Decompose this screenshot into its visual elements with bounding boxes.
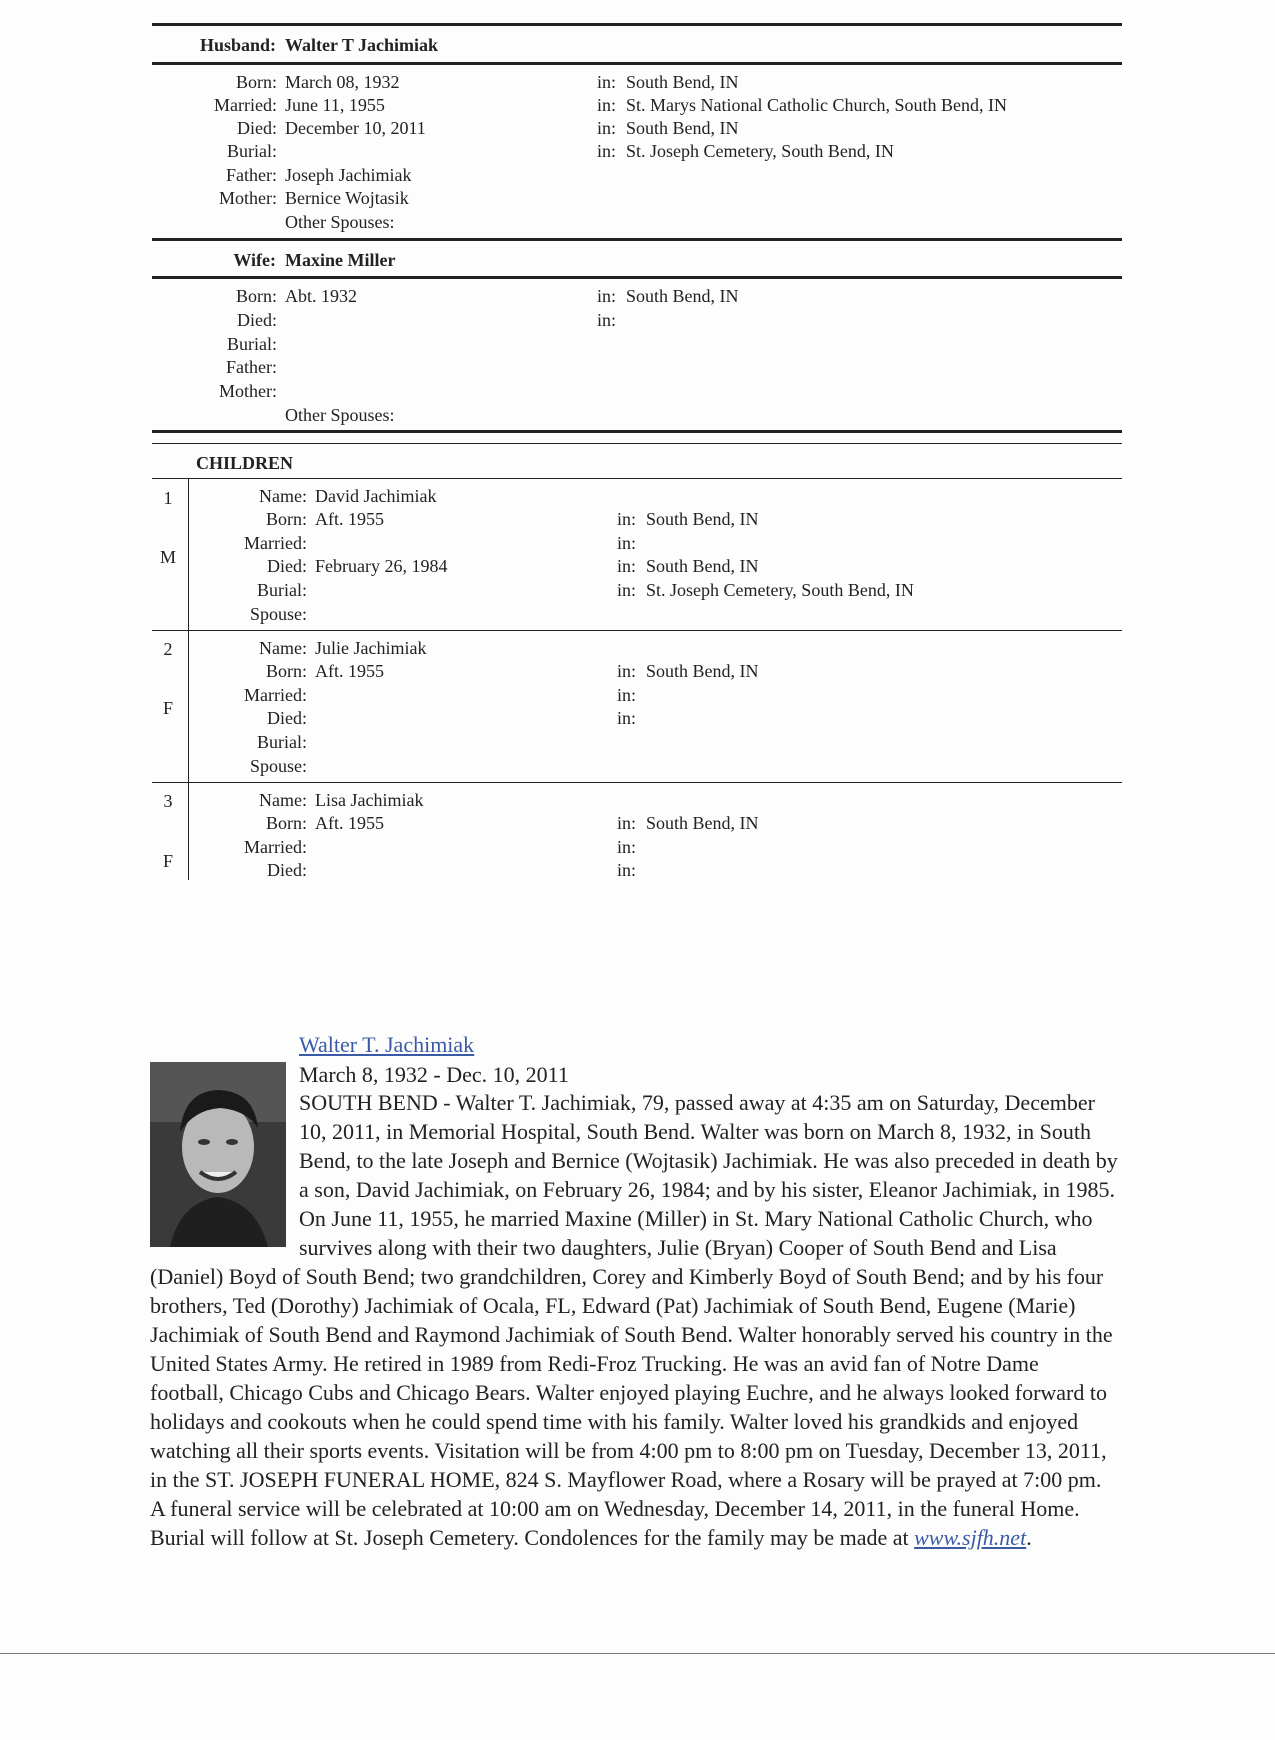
wife-born-label: Born:	[235, 286, 277, 306]
children-top-rule-2	[152, 443, 1122, 444]
husband-bottom-rule	[152, 62, 1122, 65]
obituary-end-punct: .	[1026, 1525, 1032, 1550]
wife-heading-label: Wife:	[233, 250, 276, 270]
husband-died-in: in:	[597, 118, 617, 138]
wife-other-spouses: Other Spouses:	[285, 405, 395, 425]
husband-born-label: Born:	[235, 72, 277, 92]
husband-father-label: Father:	[226, 165, 277, 185]
husband-died-place: South Bend, IN	[626, 118, 739, 138]
obituary-dates: March 8, 1932 - Dec. 10, 2011	[299, 1062, 569, 1087]
husband-died-value: December 10, 2011	[285, 118, 426, 138]
obituary-photo-spacer	[150, 1088, 299, 1258]
child-2-spouse-label: Spouse:	[249, 756, 307, 776]
husband-died-label: Died:	[237, 118, 277, 138]
obituary-title-link[interactable]: Walter T. Jachimiak	[299, 1032, 475, 1057]
husband-born-place: South Bend, IN	[626, 72, 739, 92]
child-1-born-value: Aft. 1955	[315, 509, 384, 529]
child-3-married-label: Married:	[244, 837, 307, 857]
child-1-spouse-label: Spouse:	[249, 604, 307, 624]
husband-father-value: Joseph Jachimiak	[285, 165, 412, 185]
child-1-born-in: in:	[617, 509, 637, 529]
child-1-bottom-rule	[152, 630, 1122, 631]
obituary-body-text: SOUTH BEND - Walter T. Jachimiak, 79, passed away at 4:35 am on Saturday, December 10, 2011, in Memorial Hospital, South Bend. Walter was born on March 8, 1932, in South Bend, to the late Joseph and Bernice (Wojtasik) Jachimiak. He was also preceded in death by a son, David Jachimiak, on February 26, 1984; and by his sister, Eleanor Jachimiak, in 1985. On June 11, 1955, he married Maxine (Miller) in St. Mary National Catholic Church, who survives along with their two daughters, Julie (Bryan) Cooper of South Bend and Lisa (Daniel) Boyd of South Bend; two grandchildren, Corey and Kimberly Boyd of South Bend; and by his four brothers, Ted (Dorothy) Jachimiak of Ocala, FL, Edward (Pat) Jachimiak of South Bend, Eugene (Marie) Jachimiak of South Bend and Raymond Jachimiak of South Bend. Walter honorably served his country in the United States Army. He retired in 1989 from Redi-Froz Trucking. He was an avid fan of Notre Dame football, Chicago Cubs and Chicago Bears. Walter enjoyed playing Euchre, and he always looked forward to holidays and cookouts when he could spend time with his family. Walter loved his grandkids and enjoyed watching all their sports events. Visitation will be from 4:00 pm to 8:00 pm on Tuesday, December 13, 2011, in the ST. JOSEPH FUNERAL HOME, 824 S. Mayflower Road, where a Rosary will be prayed at 7:00 pm. A funeral service will be celebrated at 10:00 am on Wednesday, December 14, 2011, in the funeral Home. Burial will follow at St. Joseph Cemetery. Condolences for the family may be made at	[150, 1090, 1118, 1550]
child-1-died-in: in:	[617, 556, 637, 576]
husband-name: Walter T Jachimiak	[285, 35, 439, 55]
child-2-name-label: Name:	[259, 638, 307, 658]
page-bottom-rule	[0, 1653, 1275, 1654]
husband-heading-label: Husband:	[199, 35, 276, 55]
child-2-born-value: Aft. 1955	[315, 661, 384, 681]
husband-married-place: St. Marys National Catholic Church, South Bend, IN	[626, 95, 1007, 115]
child-2-burial-label: Burial:	[257, 732, 307, 752]
child-1-married-label: Married:	[244, 533, 307, 553]
wife-top-rule	[152, 238, 1122, 241]
children-top-rule	[152, 430, 1122, 433]
child-1-burial-in: in:	[617, 580, 637, 600]
children-left-border	[188, 478, 189, 880]
child-3-name-label: Name:	[259, 790, 307, 810]
husband-married-in: in:	[597, 95, 617, 115]
child-1-name-label: Name:	[259, 486, 307, 506]
child-2-sex: F	[162, 698, 173, 718]
child-1-died-place: South Bend, IN	[646, 556, 759, 576]
children-heading: CHILDREN	[196, 453, 294, 473]
husband-born-value: March 08, 1932	[285, 72, 400, 92]
husband-other-spouses: Other Spouses:	[285, 212, 395, 232]
child-2-died-label: Died:	[267, 708, 307, 728]
child-3-number: 3	[163, 791, 173, 811]
child-2-married-in: in:	[617, 685, 637, 705]
child-3-born-place: South Bend, IN	[646, 813, 759, 833]
children-heading-rule	[152, 478, 1122, 479]
child-2-number: 2	[163, 639, 173, 659]
husband-mother-label: Mother:	[219, 188, 277, 208]
child-2-bottom-rule	[152, 782, 1122, 783]
child-2-married-label: Married:	[244, 685, 307, 705]
wife-born-value: Abt. 1932	[285, 286, 357, 306]
husband-married-label: Married:	[214, 95, 277, 115]
wife-mother-label: Mother:	[219, 381, 277, 401]
child-3-married-in: in:	[617, 837, 637, 857]
child-2-born-place: South Bend, IN	[646, 661, 759, 681]
child-1-born-place: South Bend, IN	[646, 509, 759, 529]
child-3-born-value: Aft. 1955	[315, 813, 384, 833]
husband-top-rule	[152, 23, 1122, 26]
husband-burial-label: Burial:	[227, 141, 277, 161]
wife-father-label: Father:	[226, 357, 277, 377]
child-3-born-label: Born:	[265, 813, 307, 833]
child-1-burial-label: Burial:	[257, 580, 307, 600]
child-3-died-label: Died:	[267, 860, 307, 880]
child-1-burial-place: St. Joseph Cemetery, South Bend, IN	[646, 580, 914, 600]
husband-married-value: June 11, 1955	[285, 95, 385, 115]
child-1-sex: M	[159, 547, 176, 567]
child-2-died-in: in:	[617, 708, 637, 728]
husband-born-in: in:	[597, 72, 617, 92]
child-1-number: 1	[163, 488, 173, 508]
wife-died-in: in:	[597, 310, 617, 330]
husband-burial-in: in:	[597, 141, 617, 161]
husband-burial-place: St. Joseph Cemetery, South Bend, IN	[626, 141, 894, 161]
child-3-name-value: Lisa Jachimiak	[315, 790, 424, 810]
child-3-born-in: in:	[617, 813, 637, 833]
child-2-name-value: Julie Jachimiak	[315, 638, 427, 658]
child-2-born-label: Born:	[265, 661, 307, 681]
obituary-body	[150, 1088, 1118, 1552]
wife-bottom-rule	[152, 276, 1122, 279]
wife-burial-label: Burial:	[227, 334, 277, 354]
wife-born-place: South Bend, IN	[626, 286, 739, 306]
child-1-died-label: Died:	[267, 556, 307, 576]
husband-mother-value: Bernice Wojtasik	[285, 188, 409, 208]
child-2-born-in: in:	[617, 661, 637, 681]
child-1-name-value: David Jachimiak	[315, 486, 437, 506]
child-1-born-label: Born:	[265, 509, 307, 529]
wife-died-label: Died:	[237, 310, 277, 330]
funeral-home-link[interactable]: www.sjfh.net	[914, 1525, 1027, 1550]
child-3-died-in: in:	[617, 860, 637, 880]
child-1-married-in: in:	[617, 533, 637, 553]
child-3-sex: F	[162, 851, 173, 871]
wife-name: Maxine Miller	[285, 250, 396, 270]
child-1-died-value: February 26, 1984	[315, 556, 448, 576]
wife-born-in: in:	[597, 286, 617, 306]
